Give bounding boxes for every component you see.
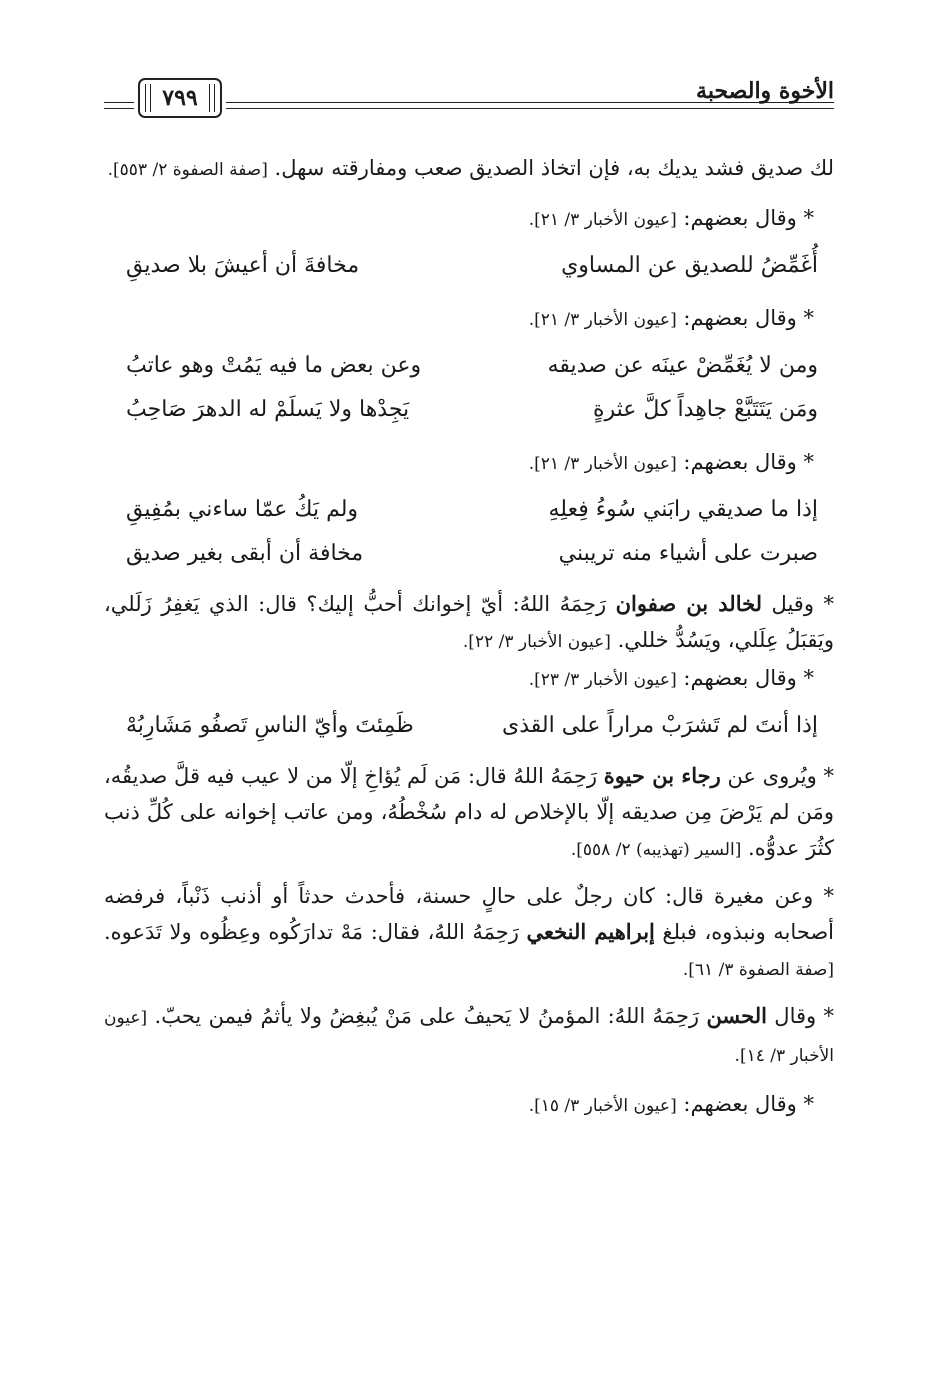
paragraph-text: * وعن مغيرة قال: كان رجلٌ على حالٍ حسنة، فأحدث حدثاً أو أذنب ذَنْباً، فرفضه أصحابه ونبذوه، فبلغ (104, 884, 835, 944)
page-body (104, 150, 834, 1124)
intro-text: * وقال بعضهم: (676, 206, 814, 230)
verse-line (104, 488, 834, 532)
paragraph-text: * ويُروى عن (720, 764, 834, 788)
quote-intro (104, 660, 834, 698)
second-hemistich: ولم يَكُ عمّا ساءني بمُفِيقِ (126, 497, 359, 522)
paragraph-text: لك صديق فشد يديك به، فإن اتخاذ الصديق صعب ومفارقته سهل. (267, 156, 834, 180)
first-hemistich: أُغَمِّضُ للصديق عن المساوي (561, 253, 818, 278)
paragraph (104, 758, 834, 868)
header-rule (226, 108, 834, 109)
source-reference: [عيون الأخبار ٣/ ١٥]. (528, 1096, 677, 1116)
paragraph-text: * وقيل (762, 592, 834, 616)
header-rule (104, 108, 134, 109)
header-rule (104, 102, 134, 103)
poem (104, 244, 834, 288)
verse-line (104, 704, 834, 748)
paragraph-text: رَحِمَهُ اللهُ، فقال: مَهْ تدارَكُوه وعِظُوه ولا تَدَعوه. (104, 920, 527, 944)
first-hemistich: ومَن يَتَتَبَّعْ جاهِداً كلَّ عثرةٍ (592, 397, 818, 422)
page-number (138, 78, 222, 118)
page-number-text: ٧٩٩ (162, 85, 198, 111)
source-reference: [عيون الأخبار ٣/ ٢٢]. (462, 632, 611, 652)
intro-text: * وقال بعضهم: (676, 666, 814, 690)
source-reference: [السير (تهذيبه) ٢/ ٥٥٨]. (570, 840, 742, 860)
chapter-title: الأخوة والصحبة (696, 78, 834, 104)
quote-intro (104, 200, 834, 238)
paragraph-text: رَحِمَهُ اللهُ قال: مَن لَم يُؤاخِ إلّا من لا عيب فيه قلَّ صديقُه، ومَن لم يَرْضَ مِن صديقه إلّا بالإخلاص له دام سُخْطُهُ، ومن عاتب إخوانه على كُلِّ ذنب كثُرَ عدوُّه. (104, 764, 834, 860)
source-reference: [عيون الأخبار ٣/ ٢١]. (528, 310, 677, 330)
intro-text: * وقال بعضهم: (676, 450, 814, 474)
person-name: الحسن (706, 1003, 767, 1028)
verse-line (104, 344, 834, 388)
person-name: لخالد بن صفوان (615, 591, 763, 616)
second-hemistich: ظَمِئتَ وأيّ الناسِ تَصفُو مَشَارِبُهْ (126, 713, 414, 738)
intro-text: * وقال بعضهم: (676, 1092, 814, 1116)
paragraph-text: رَحِمَهُ اللهُ: المؤمنُ لا يَحيفُ على مَنْ يُبغِضُ ولا يأثمُ فيمن يحبّ. (147, 1004, 707, 1028)
source-reference: [عيون الأخبار ٣/ ١٤]. (104, 1008, 834, 1066)
intro-text: * وقال بعضهم: (676, 306, 814, 330)
poem (104, 344, 834, 432)
second-hemistich: مخافة أن أبقى بغير صديق (126, 541, 364, 566)
verse-line (104, 388, 834, 432)
paragraph (104, 878, 834, 988)
poem (104, 704, 834, 748)
verse-line (104, 244, 834, 288)
quote-intro (104, 300, 834, 338)
verse-line (104, 532, 834, 576)
source-reference: [عيون الأخبار ٣/ ٢١]. (528, 454, 677, 474)
paragraph-text: * وقال (766, 1004, 835, 1028)
quote-intro (104, 1086, 834, 1124)
first-hemistich: صبرت على أشياء منه تريبني (558, 541, 818, 566)
first-hemistich: إذا ما صديقي رابَني سُوءُ فِعلِهِ (548, 497, 818, 522)
paragraph (104, 998, 834, 1074)
paragraph (104, 586, 834, 660)
second-hemistich: مخافةَ أن أعيشَ بلا صديقِ (126, 253, 360, 278)
source-reference: [عيون الأخبار ٣/ ٢٣]. (528, 670, 677, 690)
source-reference: [صفة الصفوة ٣/ ٦١]. (682, 960, 834, 980)
poem (104, 488, 834, 576)
first-hemistich: ومن لا يُغَمِّضْ عينَه عن صديقه (547, 353, 818, 378)
paragraph (104, 150, 834, 188)
source-reference: [صفة الصفوة ٢/ ٥٥٣]. (107, 160, 268, 180)
person-name: إبراهيم النخعي (526, 919, 655, 944)
paragraph-text: رَحِمَهُ اللهُ: أيّ إخوانك أحبُّ إليك؟ قال: الذي يَغفِرُ زَلَلي، ويَقبَلُ عِلَلي، ويَسُدُّ خللي. (104, 592, 834, 652)
source-reference: [عيون الأخبار ٣/ ٢١]. (528, 210, 677, 230)
second-hemistich: وعن بعض ما فيه يَمُتْ وهو عاتبُ (126, 353, 422, 378)
second-hemistich: يَجِدْها ولا يَسلَمْ له الدهرَ صَاحِبُ (126, 397, 410, 422)
page-header (104, 74, 834, 126)
person-name: رجاء بن حيوة (603, 763, 721, 788)
header-rule (226, 102, 834, 103)
first-hemistich: إذا أنتَ لم تَشرَبْ مراراً على القذى (502, 713, 818, 738)
quote-intro (104, 444, 834, 482)
